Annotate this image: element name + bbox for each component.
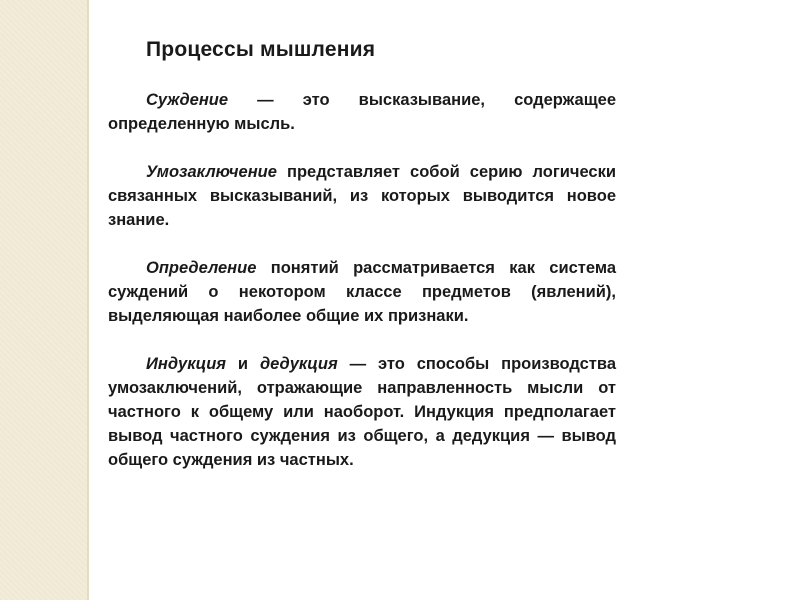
term-judgment: Суждение	[146, 91, 229, 109]
slide-content	[108, 38, 616, 496]
paragraph-text: представляет собой серию логически связанных высказываний, из которых выводится новое знание.	[108, 163, 616, 229]
paragraph-inference	[108, 160, 616, 232]
term-definition: Определение	[146, 259, 257, 277]
term-deduction: дедукция	[259, 355, 338, 373]
paragraph-induction-deduction	[108, 352, 616, 472]
side-strip-edge	[87, 0, 89, 600]
slide-title: Процессы мышления	[146, 38, 376, 61]
connector-text: и	[226, 355, 260, 373]
paragraph-text: — это способы производства умозаключений, отражающие направленность мысли от частного к общему или наоборот. Индукция предполагает вывод частного суждения из общего, а дедукция — вывод общего суждения из частных.	[108, 355, 616, 469]
paragraph-judgment	[108, 88, 616, 136]
paragraph-definition	[108, 256, 616, 328]
paragraph-text: — это высказывание, содержащее определенную мысль.	[108, 91, 616, 133]
term-inference: Умозаключение	[146, 163, 277, 181]
decorative-side-strip	[0, 0, 88, 600]
term-induction: Индукция	[146, 355, 227, 373]
paragraph-text: понятий рассматривается как система суждений о некотором классе предметов (явлений), выделяющая наиболее общие их признаки.	[108, 259, 616, 325]
paragraphs	[108, 88, 616, 472]
